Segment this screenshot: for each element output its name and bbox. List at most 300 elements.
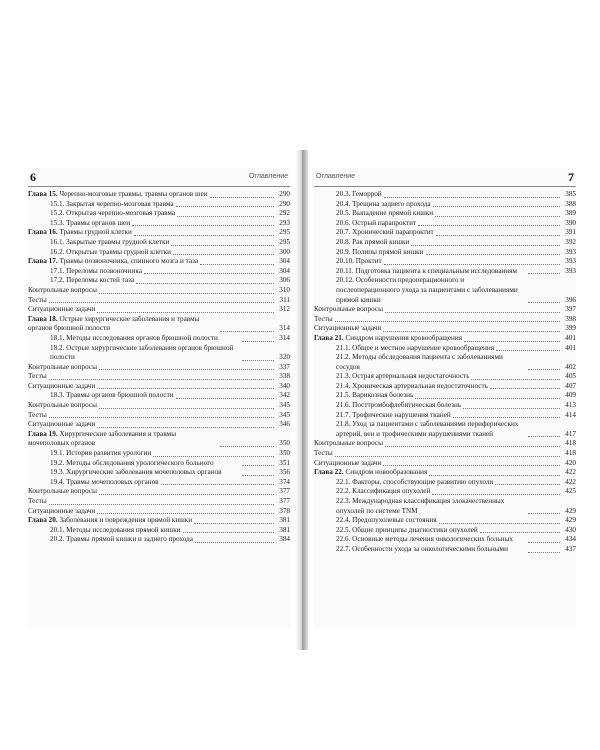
toc-dot-leader xyxy=(385,446,560,447)
toc-entry-text: 21.2. Методы обследования пациента с заболеваниями сосудов xyxy=(336,353,503,371)
left-page-number: 6 xyxy=(30,170,36,184)
toc-entry-title xyxy=(28,305,95,315)
toc-entry-text: 21.8. Уход за пациентами с заболеваниями периферических артерий, вен и трофическими нарушениями тканей xyxy=(336,420,519,438)
toc-page-number: 409 xyxy=(565,391,576,400)
toc-chapter-label: Глава 19. xyxy=(28,429,58,438)
toc-entry xyxy=(28,296,290,306)
toc-entry-title xyxy=(336,545,526,555)
right-page-number: 7 xyxy=(568,170,574,184)
toc-dot-leader xyxy=(97,388,274,389)
toc-dot-leader xyxy=(176,206,274,207)
toc-entry-text: Синдром новообразования xyxy=(345,468,428,477)
toc-page-number: 340 xyxy=(279,381,290,390)
toc-page-number: 300 xyxy=(279,247,290,256)
toc-page-number: 422 xyxy=(565,468,576,477)
toc-dot-leader xyxy=(464,341,560,342)
toc-dot-leader xyxy=(176,398,274,399)
toc-dot-leader xyxy=(194,523,274,524)
toc-entry xyxy=(314,545,576,555)
toc-entry-title xyxy=(28,497,47,507)
toc-entry-text: 22.3. Международная классификация злокачественных опухолей по системе TNM xyxy=(336,497,505,515)
toc-chapter-label: Глава 21. xyxy=(314,333,344,342)
toc-page-number: 377 xyxy=(279,487,290,496)
toc-entry xyxy=(314,238,576,248)
toc-entry-text: 20.2. Травмы прямой кишки и заднего прохода xyxy=(50,535,193,544)
toc-entry-title xyxy=(50,334,240,344)
toc-entry-title xyxy=(336,401,461,411)
toc-page-number: 407 xyxy=(565,381,576,390)
toc-entry xyxy=(314,372,576,382)
toc-entry xyxy=(28,267,290,277)
left-running-head xyxy=(28,168,290,187)
toc-entry-title xyxy=(314,334,462,344)
toc-dot-leader xyxy=(200,264,274,265)
toc-dot-leader xyxy=(220,331,274,332)
toc-page-number: 312 xyxy=(279,305,290,314)
toc-entry-text: Тесты xyxy=(28,410,47,419)
toc-dot-leader xyxy=(439,523,560,524)
toc-dot-leader xyxy=(528,513,560,514)
toc-entry xyxy=(28,468,290,478)
toc-page-number: 385 xyxy=(565,190,576,198)
toc-entry-text: 22.7. Особенности ухода за онкологическими больными xyxy=(336,544,508,553)
toc-entry-text: 16.1. Закрытые травмы грудной клетки xyxy=(50,237,170,246)
toc-page-number: 418 xyxy=(565,439,576,448)
toc-dot-leader xyxy=(528,273,560,274)
toc-entry xyxy=(28,420,290,430)
toc-entry-title xyxy=(28,411,47,421)
toc-entry-title xyxy=(28,363,97,373)
toc-entry-text: 20.12. Особенности предоперационного и послеоперационного ухода за пациентами с заболеваниями прямой кишки xyxy=(336,276,518,304)
toc-entry-text: 20.3. Геморрой xyxy=(336,190,382,198)
toc-dot-leader xyxy=(97,513,274,514)
toc-dot-leader xyxy=(471,379,560,380)
toc-page-number: 310 xyxy=(279,285,290,294)
toc-page-number: 351 xyxy=(279,458,290,467)
toc-entry-title xyxy=(28,487,97,497)
toc-dot-leader xyxy=(528,542,560,543)
toc-entry-text: Контрольные вопросы xyxy=(314,439,383,448)
toc-entry-text: 20.1. Методы исследования прямой кишки xyxy=(50,525,181,534)
toc-dot-leader xyxy=(490,388,560,389)
toc-entry-text: Острые хирургические заболевания и травмы органов брюшной полости xyxy=(28,314,200,333)
toc-dot-leader xyxy=(99,369,274,370)
toc-entry-text: Заболевания и повреждения прямой кишки xyxy=(59,516,193,525)
toc-entry-text: 21.7. Трофические нарушения тканей xyxy=(336,410,451,419)
toc-dot-leader xyxy=(242,360,274,361)
toc-entry-title xyxy=(336,497,526,516)
toc-entry-text: 20.9. Полипы прямой кишки xyxy=(336,247,424,256)
toc-entry-text: Контрольные вопросы xyxy=(28,285,97,294)
toc-entry-text: 20.7. Хронический парапроктит xyxy=(336,228,434,237)
toc-dot-leader xyxy=(97,312,274,313)
toc-page-number: 304 xyxy=(279,257,290,266)
toc-entry-text: 17.2. Переломы костей таза xyxy=(50,276,135,285)
toc-entry xyxy=(314,190,576,200)
toc-dot-leader xyxy=(496,350,560,351)
toc-dot-leader xyxy=(99,408,274,409)
toc-entry xyxy=(28,190,290,200)
toc-entry-title xyxy=(50,200,174,210)
toc-entry-text: 19.2. Методы обследования урологического больного xyxy=(50,458,214,467)
toc-entry-text: 20.6. Острый парапроктит xyxy=(336,218,417,227)
toc-dot-leader xyxy=(210,197,274,198)
toc-entry-title xyxy=(314,468,427,478)
toc-entry-text: 22.4. Предопухолевые состояния xyxy=(336,516,437,525)
toc-entry-text: Хирургические заболевания и травмы мочеполовых органов xyxy=(28,429,177,448)
toc-page-number: 420 xyxy=(565,458,576,467)
toc-entry-text: 16.2. Открытые травмы грудной клетки xyxy=(50,247,171,256)
toc-entry-title xyxy=(336,411,451,421)
toc-entry-title xyxy=(314,315,333,325)
right-running-head xyxy=(314,168,576,187)
toc-entry-title xyxy=(28,401,97,411)
toc-dot-leader xyxy=(432,494,560,495)
toc-entry xyxy=(314,468,576,478)
toc-entry-text: 21.6. Посттромбофлебитическая болезнь xyxy=(336,401,462,410)
toc-entry-title xyxy=(28,382,95,392)
toc-entry-text: Контрольные вопросы xyxy=(28,487,97,496)
toc-chapter-label: Глава 22. xyxy=(314,468,344,477)
toc-entry-title xyxy=(28,420,95,430)
right-toc xyxy=(314,190,576,555)
toc-page-number: 311 xyxy=(279,295,290,304)
toc-entry-title xyxy=(336,478,493,488)
toc-entry xyxy=(28,391,290,401)
toc-page-number: 401 xyxy=(565,343,576,352)
toc-entry-text: 22.6. Основные методы лечения онкологических больных xyxy=(336,535,513,544)
right-page xyxy=(314,168,576,628)
toc-entry xyxy=(28,382,290,392)
toc-entry-text: 18.3. Травмы органов брюшной полости xyxy=(50,391,174,400)
toc-entry xyxy=(314,257,576,267)
toc-entry-text: 19.3. Хирургические заболевания мочеполовых органов xyxy=(50,468,222,477)
toc-entry-title xyxy=(336,516,437,526)
toc-entry-text: Ситуационные задачи xyxy=(28,305,96,314)
toc-page-number: 377 xyxy=(279,497,290,505)
toc-entry-title xyxy=(28,190,208,200)
toc-entry xyxy=(28,315,290,334)
toc-entry xyxy=(28,430,290,449)
toc-page-number: 425 xyxy=(565,487,576,496)
toc-page-number: 388 xyxy=(565,199,576,208)
toc-page-number: 390 xyxy=(565,218,576,227)
toc-entry-title xyxy=(50,526,181,536)
toc-entry-title xyxy=(50,449,151,459)
toc-dot-leader xyxy=(384,197,560,198)
toc-entry xyxy=(28,526,290,536)
toc-page-number: 381 xyxy=(279,525,290,534)
toc-entry-title xyxy=(28,430,218,449)
left-page xyxy=(28,168,290,628)
toc-entry-text: 20.5. Выпадение прямой кишки xyxy=(336,209,434,218)
toc-entry-text: 20.4. Трещина заднего прохода xyxy=(336,199,431,208)
toc-entry-title xyxy=(336,200,431,210)
toc-dot-leader xyxy=(136,283,274,284)
toc-dot-leader xyxy=(335,456,560,457)
toc-page-number: 295 xyxy=(279,237,290,246)
toc-entry-text: 20.11. Подготовка пациента к специальным исследованиям xyxy=(336,266,517,275)
toc-entry xyxy=(28,219,290,229)
toc-entry-text: 21.3. Острая артериальная недостаточность xyxy=(336,372,470,381)
toc-entry-text: Тесты xyxy=(28,372,47,381)
toc-entry xyxy=(28,200,290,210)
toc-entry-title xyxy=(50,238,169,248)
toc-entry-title xyxy=(50,209,175,219)
toc-dot-leader xyxy=(183,532,274,533)
toc-dot-leader xyxy=(171,245,274,246)
toc-page-number: 430 xyxy=(565,525,576,534)
toc-entry-text: 21.5. Варикозная болезнь xyxy=(336,391,414,400)
left-running-title: Оглавление xyxy=(248,173,288,180)
toc-page-number: 295 xyxy=(279,228,290,237)
toc-entry-text: Травмы позвоночника, спинного мозга и таза xyxy=(59,257,199,266)
toc-entry-title xyxy=(336,382,488,392)
toc-entry xyxy=(314,315,576,325)
toc-dot-leader xyxy=(383,331,560,332)
toc-dot-leader xyxy=(429,475,560,476)
toc-page-number: 290 xyxy=(279,199,290,208)
toc-entry-title xyxy=(28,372,47,382)
toc-entry-text: 21.1. Общее и местное нарушение кровообращения xyxy=(336,343,495,352)
toc-entry-title xyxy=(314,459,381,469)
toc-page-number: 399 xyxy=(565,324,576,333)
toc-page-number: 418 xyxy=(565,449,576,458)
toc-entry-text: Тесты xyxy=(28,497,47,505)
toc-entry xyxy=(28,228,290,238)
toc-entry-title xyxy=(50,267,142,277)
toc-entry xyxy=(314,382,576,392)
toc-entry-title xyxy=(314,324,381,334)
toc-entry-title xyxy=(336,487,430,497)
toc-dot-leader xyxy=(411,245,560,246)
toc-entry xyxy=(314,267,576,277)
toc-page-number: 389 xyxy=(565,209,576,218)
toc-entry-title xyxy=(336,420,526,439)
toc-page-number: 381 xyxy=(279,516,290,525)
toc-entry-title xyxy=(336,257,382,267)
toc-page-number: 401 xyxy=(565,333,576,342)
toc-entry-text: 15.2. Открытая черепно-мозговая травма xyxy=(50,209,176,218)
toc-chapter-label: Глава 15. xyxy=(28,190,58,198)
toc-entry xyxy=(28,286,290,296)
toc-entry xyxy=(28,535,290,545)
toc-entry xyxy=(28,257,290,267)
toc-dot-leader xyxy=(195,542,274,543)
toc-page-number: 397 xyxy=(565,305,576,314)
toc-dot-leader xyxy=(436,235,560,236)
toc-entry xyxy=(314,449,576,459)
toc-page-number: 405 xyxy=(565,372,576,381)
toc-entry xyxy=(314,248,576,258)
toc-entry-text: Ситуационные задачи xyxy=(314,458,382,467)
toc-dot-leader xyxy=(177,216,274,217)
toc-entry-title xyxy=(336,228,434,238)
toc-dot-leader xyxy=(153,456,274,457)
toc-dot-leader xyxy=(426,254,560,255)
toc-entry xyxy=(314,228,576,238)
toc-entry-text: Тесты xyxy=(314,449,333,458)
toc-page-number: 422 xyxy=(565,477,576,486)
toc-entry xyxy=(28,449,290,459)
toc-entry-title xyxy=(314,439,383,449)
toc-page-number: 393 xyxy=(565,257,576,266)
toc-entry-title xyxy=(336,276,526,305)
toc-entry-title xyxy=(50,535,193,545)
toc-entry xyxy=(28,411,290,421)
toc-page-number: 437 xyxy=(565,544,576,553)
toc-entry-title xyxy=(28,257,198,267)
toc-entry xyxy=(28,487,290,497)
toc-page-number: 304 xyxy=(279,266,290,275)
toc-entry xyxy=(28,401,290,411)
toc-dot-leader xyxy=(418,225,560,226)
toc-dot-leader xyxy=(49,417,274,418)
toc-page-number: 429 xyxy=(565,516,576,525)
toc-page-number: 384 xyxy=(279,535,290,544)
toc-entry xyxy=(28,507,290,517)
toc-entry xyxy=(314,209,576,219)
toc-page-number: 306 xyxy=(279,276,290,285)
toc-entry-title xyxy=(336,267,526,277)
toc-dot-leader xyxy=(463,408,560,409)
toc-dot-leader xyxy=(242,475,274,476)
toc-entry-text: 15.3. Травмы органов шеи xyxy=(50,218,131,227)
toc-dot-leader xyxy=(495,484,560,485)
toc-entry xyxy=(314,200,576,210)
toc-entry-title xyxy=(336,353,526,372)
toc-page-number: 314 xyxy=(279,333,290,342)
toc-page-number: 398 xyxy=(565,314,576,323)
toc-page-number: 413 xyxy=(565,401,576,410)
toc-entry xyxy=(28,363,290,373)
toc-entry xyxy=(28,372,290,382)
toc-page-number: 350 xyxy=(279,439,290,448)
toc-entry-title xyxy=(336,219,416,229)
toc-dot-leader xyxy=(528,302,560,303)
toc-entry-title xyxy=(336,248,424,258)
toc-dot-leader xyxy=(415,398,560,399)
toc-page-number: 434 xyxy=(565,535,576,544)
toc-page-number: 374 xyxy=(279,477,290,486)
toc-entry xyxy=(314,334,576,344)
toc-entry xyxy=(28,344,290,363)
toc-entry xyxy=(314,411,576,421)
toc-page-number: 393 xyxy=(565,266,576,275)
toc-entry xyxy=(314,353,576,372)
toc-entry xyxy=(28,209,290,219)
toc-entry xyxy=(314,516,576,526)
toc-page-number: 346 xyxy=(279,420,290,429)
toc-entry-title xyxy=(336,372,469,382)
toc-entry-text: 21.4. Хроническая артериальная недостаточность xyxy=(336,381,488,390)
toc-chapter-label: Глава 16. xyxy=(28,228,58,237)
toc-entry-title xyxy=(50,478,159,488)
toc-page-number: 350 xyxy=(279,449,290,458)
toc-entry xyxy=(28,305,290,315)
toc-entry-title xyxy=(336,391,413,401)
toc-dot-leader xyxy=(385,312,560,313)
toc-page-number: 342 xyxy=(279,391,290,400)
toc-dot-leader xyxy=(134,235,274,236)
toc-entry xyxy=(28,248,290,258)
toc-entry xyxy=(28,478,290,488)
toc-entry-text: 22.1. Факторы, способствующие развитию опухоли xyxy=(336,477,494,486)
toc-page-number: 429 xyxy=(565,506,576,515)
toc-entry xyxy=(28,497,290,507)
toc-entry xyxy=(314,391,576,401)
toc-entry-text: 18.1. Методы исследования органов брюшной полости xyxy=(50,333,218,342)
toc-entry xyxy=(28,276,290,286)
toc-page-number: 378 xyxy=(279,506,290,515)
toc-page-number: 320 xyxy=(279,353,290,362)
toc-entry xyxy=(314,344,576,354)
toc-chapter-label: Глава 18. xyxy=(28,314,58,323)
toc-entry-text: 18.2. Острые хирургические заболевания органов брюшной полости xyxy=(50,343,234,362)
toc-dot-leader xyxy=(433,206,560,207)
toc-entry-title xyxy=(28,228,132,238)
toc-entry xyxy=(314,439,576,449)
toc-entry xyxy=(314,497,576,516)
toc-chapter-label: Глава 17. xyxy=(28,257,58,266)
toc-page-number: 417 xyxy=(565,429,576,438)
toc-entry-text: Контрольные вопросы xyxy=(28,362,97,371)
toc-entry-text: Ситуационные задачи xyxy=(28,420,96,429)
toc-entry xyxy=(314,276,576,305)
toc-entry xyxy=(314,459,576,469)
toc-entry xyxy=(314,526,576,536)
toc-entry-title xyxy=(50,459,240,469)
toc-entry-title xyxy=(28,296,47,306)
toc-dot-leader xyxy=(97,427,274,428)
toc-entry xyxy=(314,401,576,411)
toc-entry xyxy=(314,478,576,488)
toc-dot-leader xyxy=(528,436,560,437)
toc-dot-leader xyxy=(383,465,560,466)
toc-entry xyxy=(28,334,290,344)
right-running-title: Оглавление xyxy=(316,173,356,180)
toc-entry xyxy=(28,516,290,526)
toc-dot-leader xyxy=(453,417,560,418)
toc-entry-text: Травмы грудной клетки xyxy=(59,228,132,237)
toc-page-number: 392 xyxy=(565,237,576,246)
toc-entry-title xyxy=(50,344,240,363)
toc-entry xyxy=(314,535,576,545)
toc-entry-title xyxy=(28,507,95,517)
toc-page-number: 402 xyxy=(565,362,576,371)
toc-entry-text: 19.4. Травмы мочеполовых органов xyxy=(50,477,159,486)
toc-entry-text: Контрольные вопросы xyxy=(28,401,97,410)
toc-entry-title xyxy=(28,315,218,334)
toc-entry xyxy=(314,487,576,497)
toc-dot-leader xyxy=(528,552,560,553)
toc-entry xyxy=(28,238,290,248)
toc-entry-title xyxy=(314,449,333,459)
toc-entry-text: 22.5. Общие принципы диагностики опухолей xyxy=(336,525,478,534)
toc-entry-title xyxy=(50,391,174,401)
toc-page-number: 292 xyxy=(279,209,290,218)
toc-entry-text: Черепно-мозговые травмы, травмы органов шеи xyxy=(59,190,208,198)
toc-dot-leader xyxy=(99,293,274,294)
toc-entry xyxy=(314,305,576,315)
toc-chapter-label: Глава 20. xyxy=(28,516,58,525)
toc-entry-title xyxy=(336,526,478,536)
toc-entry-text: 17.1. Переломы позвоночника xyxy=(50,266,142,275)
toc-page-number: 293 xyxy=(279,218,290,227)
toc-entry-text: 22.2. Классификация опухолей xyxy=(336,487,431,496)
toc-entry-title xyxy=(50,248,171,258)
toc-page-number: 338 xyxy=(279,372,290,381)
